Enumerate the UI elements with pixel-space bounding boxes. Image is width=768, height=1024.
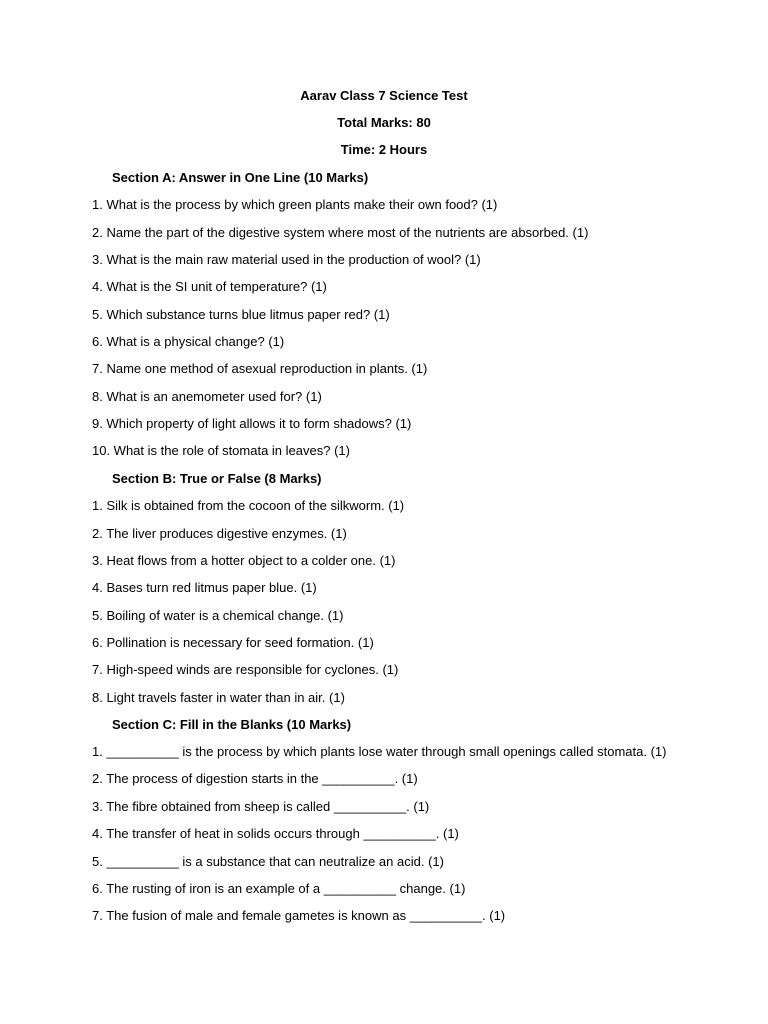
section-c-heading: Section C: Fill in the Blanks (10 Marks) <box>112 717 352 732</box>
section-b-question: 3. Heat flows from a hotter object to a colder one. (1) <box>92 553 396 568</box>
total-marks: Total Marks: 80 <box>337 115 431 130</box>
section-a-heading: Section A: Answer in One Line (10 Marks) <box>112 170 369 185</box>
section-a-question: 2. Name the part of the digestive system where most of the nutrients are absorbed. (1) <box>92 225 589 240</box>
section-c-question: 4. The transfer of heat in solids occurs through __________. (1) <box>92 826 459 841</box>
section-b-question: 6. Pollination is necessary for seed formation. (1) <box>92 635 374 650</box>
section-b-heading: Section B: True or False (8 Marks) <box>112 471 322 486</box>
section-c-question: 7. The fusion of male and female gametes is known as __________. (1) <box>92 908 506 923</box>
test-title: Aarav Class 7 Science Test <box>300 88 468 103</box>
section-a-question: 5. Which substance turns blue litmus paper red? (1) <box>92 307 390 322</box>
time-limit: Time: 2 Hours <box>340 142 428 157</box>
section-b-question: 5. Boiling of water is a chemical change. (1) <box>92 608 344 623</box>
section-b-question: 8. Light travels faster in water than in air. (1) <box>92 690 345 705</box>
section-b-question: 7. High-speed winds are responsible for cyclones. (1) <box>92 662 399 677</box>
section-c-question: 3. The fibre obtained from sheep is called __________. (1) <box>92 799 430 814</box>
section-a-question: 9. Which property of light allows it to form shadows? (1) <box>92 416 412 431</box>
section-c-question: 5. __________ is a substance that can neutralize an acid. (1) <box>92 854 444 869</box>
section-b-question: 2. The liver produces digestive enzymes. (1) <box>92 526 347 541</box>
section-b-question: 4. Bases turn red litmus paper blue. (1) <box>92 580 317 595</box>
section-c-question: 2. The process of digestion starts in the __________. (1) <box>92 771 418 786</box>
section-a-question: 4. What is the SI unit of temperature? (1) <box>92 279 327 294</box>
section-c-question: 6. The rusting of iron is an example of a __________ change. (1) <box>92 881 466 896</box>
section-b-question: 1. Silk is obtained from the cocoon of the silkworm. (1) <box>92 498 405 513</box>
section-c-question: 1. __________ is the process by which plants lose water through small openings called stomata. (1) <box>92 744 667 759</box>
section-a-question: 1. What is the process by which green plants make their own food? (1) <box>92 197 498 212</box>
section-a-question: 10. What is the role of stomata in leaves? (1) <box>92 443 350 458</box>
section-a-question: 8. What is an anemometer used for? (1) <box>92 389 322 404</box>
section-a-question: 3. What is the main raw material used in the production of wool? (1) <box>92 252 481 267</box>
section-a-question: 6. What is a physical change? (1) <box>92 334 285 349</box>
section-a-question: 7. Name one method of asexual reproduction in plants. (1) <box>92 361 428 376</box>
